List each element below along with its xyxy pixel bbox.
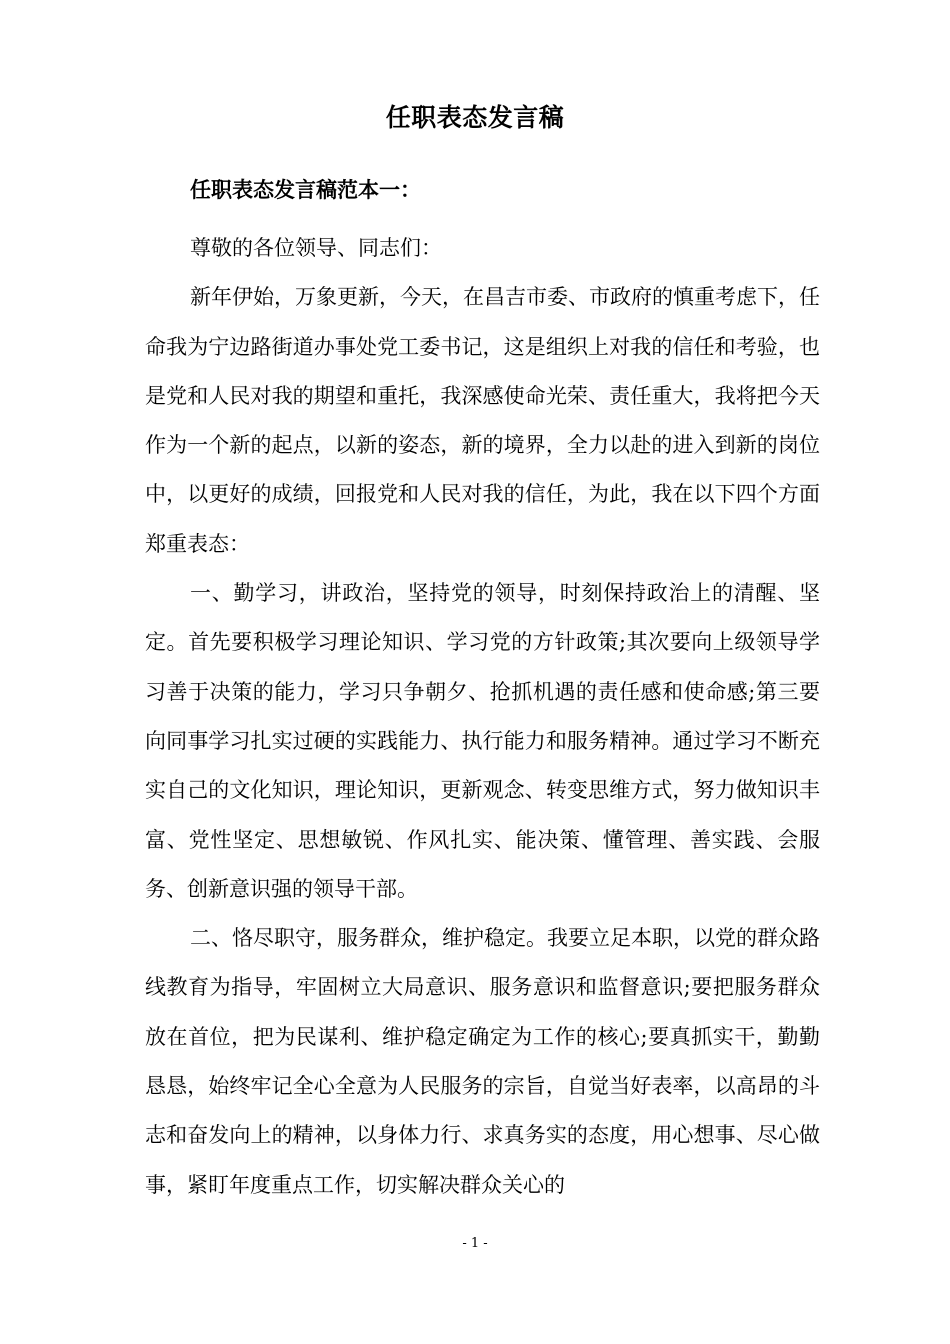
point-two-paragraph: 二、恪尽职守，服务群众，维护稳定。我要立足本职，以党的群众路线教育为指导，牢固树立大局意识、服务意识和监督意识;要把服务群众放在首位，把为民谋利、维护稳定确定为工作的核心;要真抓实干，勤勤恳恳，始终牢记全心全意为人民服务的宗旨，自觉当好表率，以高昂的斗志和奋发向上的精神，以身体力行、求真务实的态度，用心想事、尽心做事，紧盯年度重点工作，切实解决群众关心的 (145, 926, 820, 1197)
page-number: - 1 - (462, 1236, 488, 1251)
intro-paragraph: 新年伊始，万象更新，今天，在昌吉市委、市政府的慎重考虑下，任命我为宁边路街道办事处党工委书记，这是组织上对我的信任和考验，也是党和人民对我的期望和重托，我深感使命光荣、责任重大，我将把今天作为一个新的起点，以新的姿态，新的境界，全力以赴的进入到新的岗位中，以更好的成绩，回报党和人民对我的信任，为此，我在以下四个方面郑重表态： (145, 285, 820, 556)
document-title: 任职表态发言稿 (385, 103, 565, 132)
salutation-paragraph: 尊敬的各位领导、同志们： (190, 236, 442, 260)
document-subtitle: 任职表态发言稿范本一： (190, 177, 421, 202)
point-one-paragraph: 一、勤学习，讲政治，坚持党的领导，时刻保持政治上的清醒、坚定。首先要积极学习理论知识、学习党的方针政策;其次要向上级领导学习善于决策的能力，学习只争朝夕、抢抓机遇的责任感和使命感;第三要向同事学习扎实过硬的实践能力、执行能力和服务精神。通过学习不断充实自己的文化知识，理论知识，更新观念、转变思维方式，努力做知识丰富、党性坚定、思想敏锐、作风扎实、能决策、懂管理、善实践、会服务、创新意识强的领导干部。 (145, 581, 820, 901)
document-body (145, 224, 820, 1210)
